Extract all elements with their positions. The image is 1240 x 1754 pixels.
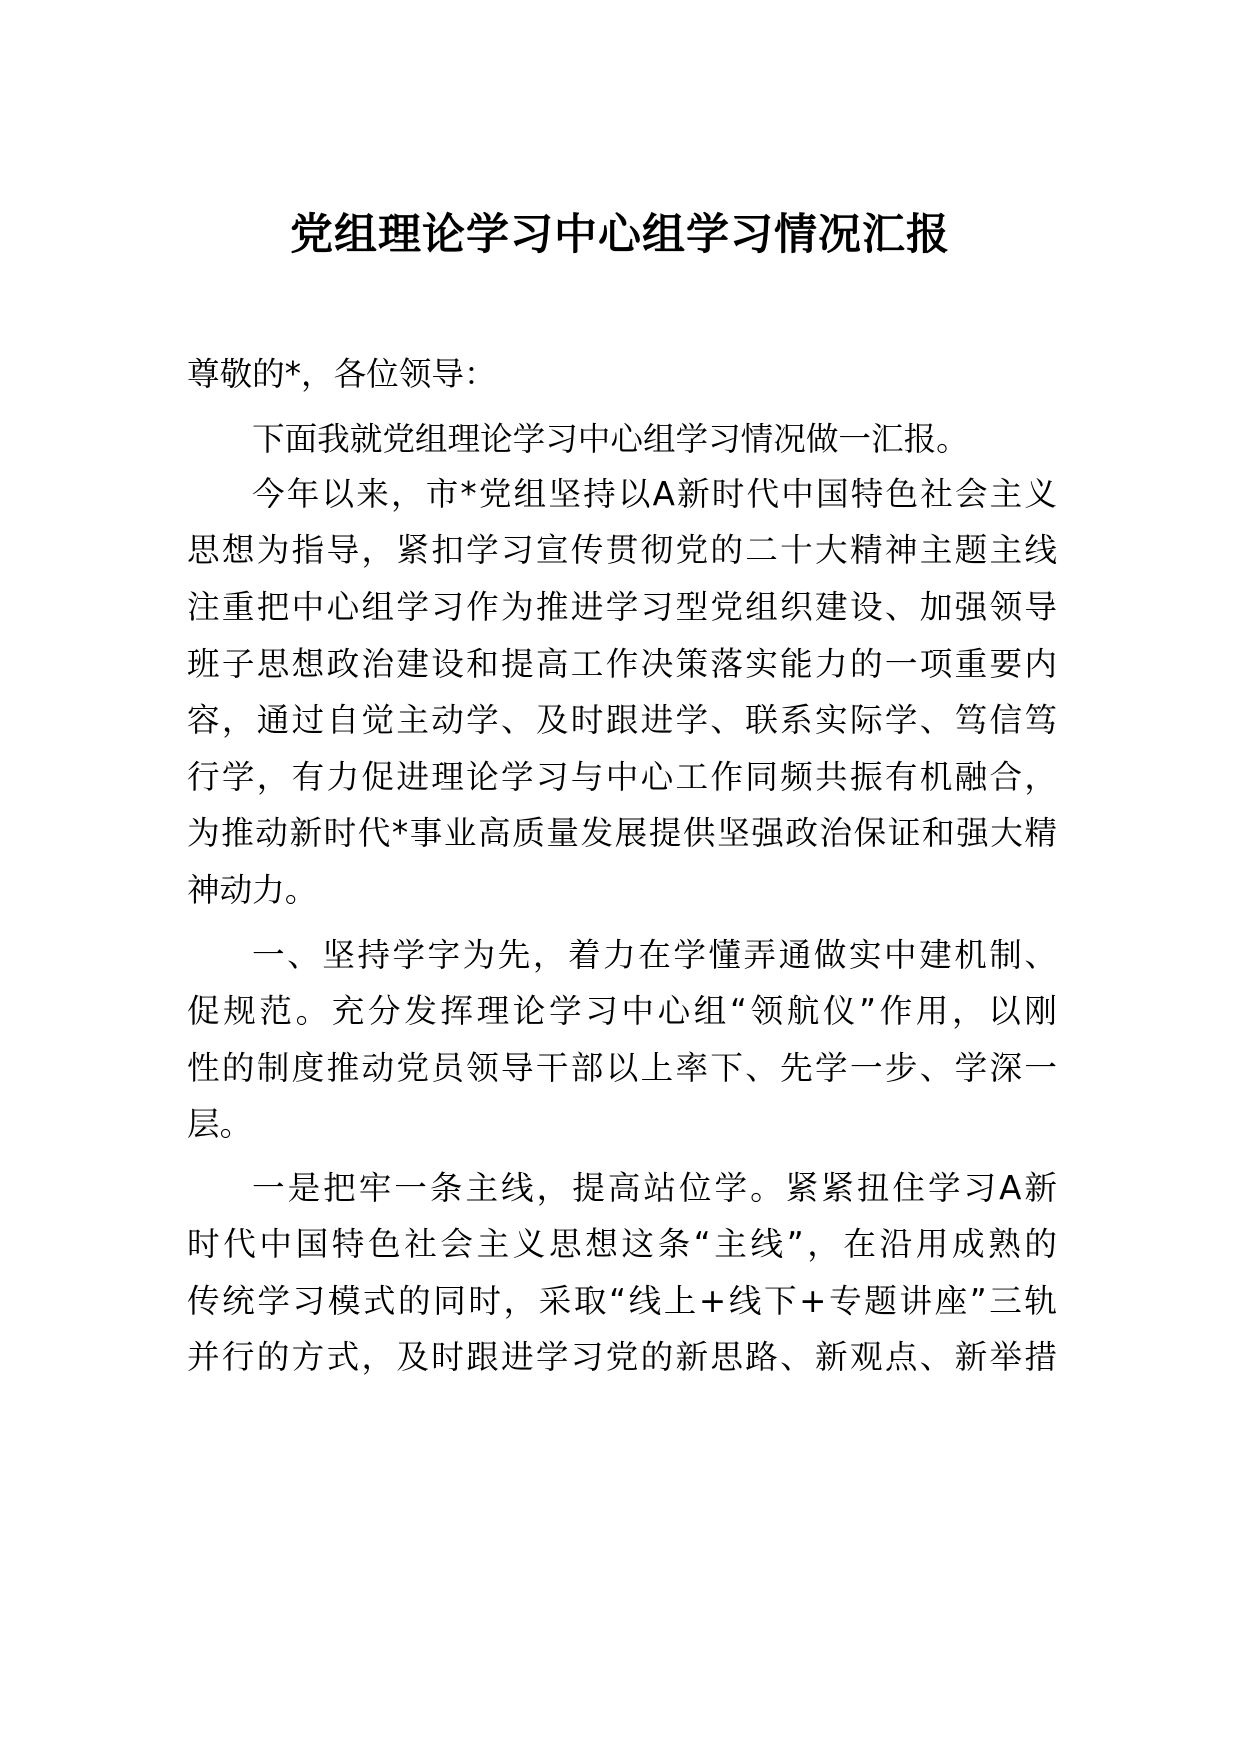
body-line: 注重把中心组学习作为推进学习型党组织建设、加强领导 bbox=[187, 588, 1057, 626]
body-line: 思想为指导，紧扣学习宣传贯彻党的二十大精神主题主线 bbox=[187, 531, 1057, 569]
body-line: 神动力。 bbox=[187, 871, 318, 909]
body-line: 行学，有力促进理论学习与中心工作同频共振有机融合， bbox=[187, 758, 1057, 796]
section-heading-line: 一、坚持学字为先，着力在学懂弄通做实中建机制、 bbox=[252, 936, 1057, 974]
body-line: 容，通过自觉主动学、及时跟进学、联系实际学、笃信笃 bbox=[187, 701, 1057, 739]
body-line: 层。 bbox=[187, 1105, 253, 1143]
body-line: 时代中国特色社会主义思想这条“主线”，在沿用成熟的 bbox=[187, 1225, 1057, 1263]
body-line: 性的制度推动党员领导干部以上率下、先学一步、学深一 bbox=[187, 1049, 1057, 1087]
body-line: 促规范。充分发挥理论学习中心组“领航仪”作用，以刚 bbox=[187, 992, 1057, 1030]
body-line: 下面我就党组理论学习中心组学习情况做一汇报。 bbox=[252, 420, 969, 458]
body-line: 传统学习模式的同时，采取“线上+线下+专题讲座”三轨 bbox=[187, 1282, 1057, 1320]
body-line: 并行的方式，及时跟进学习党的新思路、新观点、新举措 bbox=[187, 1338, 1057, 1376]
body-line: 为推动新时代*事业高质量发展提供坚强政治保证和强大精 bbox=[187, 814, 1057, 852]
body-line: 一是把牢一条主线，提高站位学。紧紧扭住学习A新 bbox=[252, 1169, 1057, 1207]
body-line: 今年以来，市*党组坚持以A新时代中国特色社会主义 bbox=[252, 475, 1057, 513]
document-title: 党组理论学习中心组学习情况汇报 bbox=[290, 210, 950, 260]
salutation: 尊敬的*，各位领导： bbox=[187, 355, 497, 393]
body-line: 班子思想政治建设和提高工作决策落实能力的一项重要内 bbox=[187, 645, 1057, 683]
